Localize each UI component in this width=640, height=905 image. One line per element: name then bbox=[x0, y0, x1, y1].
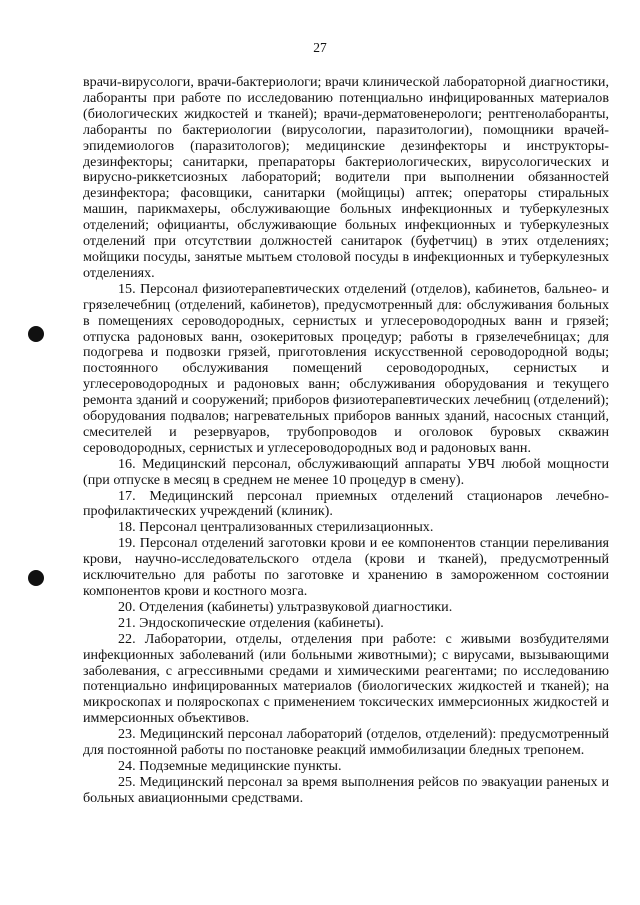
page-number: 27 bbox=[313, 40, 327, 55]
paragraph-item-16: 16. Медицинский персонал, обслуживающий аппараты УВЧ любой мощности (при отпуске в месяц в среднем не менее 10 процедур в смену). bbox=[83, 455, 609, 488]
paragraph-item-21: 21. Эндоскопические отделения (кабинеты). bbox=[118, 614, 384, 631]
paragraph-item-24: 24. Подземные медицинские пункты. bbox=[118, 757, 342, 774]
paragraph-item-18: 18. Персонал централизованных стерилизационных. bbox=[118, 519, 434, 536]
punch-hole bbox=[28, 570, 44, 586]
paragraph-item-23: 23. Медицинский персонал лабораторий (отделов, отделений): предусмотренный для постоянной работы по постановке реакций иммобилизации бледных трепонем. bbox=[83, 726, 609, 759]
paragraph-item-22: 22. Лаборатории, отделы, отделения при работе: с живыми возбудителями инфекционных заболеваний (или больными животными); с вирусами, вызывающими заболевания, с агрессивными средами и химическими реагентами; по исследованию потенциально инфицированных материалов (биологических жидкостей и тканей); на микроскопах и поляроскопах с применением токсических иммерсионных жидкостей и иммерсионных объективов. bbox=[83, 630, 609, 727]
document-body bbox=[83, 75, 609, 807]
paragraph-item-17: 17. Медицинский персонал приемных отделений стационаров лечебно-профилактических учреждений (клиник). bbox=[83, 487, 609, 520]
punch-hole bbox=[28, 326, 44, 342]
paragraph-item-20: 20. Отделения (кабинеты) ультразвуковой диагностики. bbox=[118, 598, 453, 615]
paragraph-continuation: врачи-вирусологи, врачи-бактериологи; врачи клинической лабораторной диагностики, лаборанты при работе по исследованию потенциально инфицированных материалов (биологических жидкостей и тканей); врачи-дерматовенерологи; рентгенолаборанты, лаборанты по бактериологии (вирусологии, паразитологии), помощники врачей-эпидемиологов (паразитологов); медицинские дезинфекторы и инструкторы-дезинфекторы; санитарки, препараторы бактериологических, вирусологических и вирусно-риккетсиозных лабораторий; водители при выполнении обязанностей дезинфектора; фасовщики, санитарки (мойщицы) аптек; операторы стиральных машин, парикмахеры, обслуживающие больных инфекционных и туберкулезных отделений; официанты, обслуживающие больных инфекционных и туберкулезных отделений при отсутствии должностей санитарок (буфетчиц) в этих отделениях; мойщики посуды, занятые мытьем столовой посуды в инфекционных и туберкулезных отделениях. bbox=[83, 74, 609, 281]
paragraph-item-15: 15. Персонал физиотерапевтических отделений (отделов), кабинетов, бальнео- и грязелечебниц (отделений, кабинетов), предусмотренный для: обслуживания больных в помещениях сероводородных, сернистых и углесероводородных ванн и грязей; отпуска радоновых ванн, озокеритовых процедур; работы в грязелечебницах; для подогрева и подвозки грязей, приготовления искусственной сероводородной воды; постоянного обслуживания помещений сероводородных, сернистых и углесероводородных и радоновых ванн; обслуживания оборудования и текущего ремонта зданий и сооружений; приборов физиотерапевтических лечебниц (отделений); оборудования подвалов; нагревательных приборов ванных зданий, насосных станций, смесителей и резервуаров, трубопроводов и оголовок буровых скважин сероводородных, сернистых и углесероводородных вод и радоновых ванн. bbox=[83, 280, 609, 456]
paragraph-item-19: 19. Персонал отделений заготовки крови и ее компонентов станции переливания крови, научно-исследовательского отдела (крови и тканей), предусмотренный исключительно для работы по заготовке и хранению в замороженном состоянии компонентов крови и костного мозга. bbox=[83, 535, 609, 599]
paragraph-item-25: 25. Медицинский персонал за время выполнения рейсов по эвакуации раненых и больных авиационными средствами. bbox=[83, 773, 609, 806]
